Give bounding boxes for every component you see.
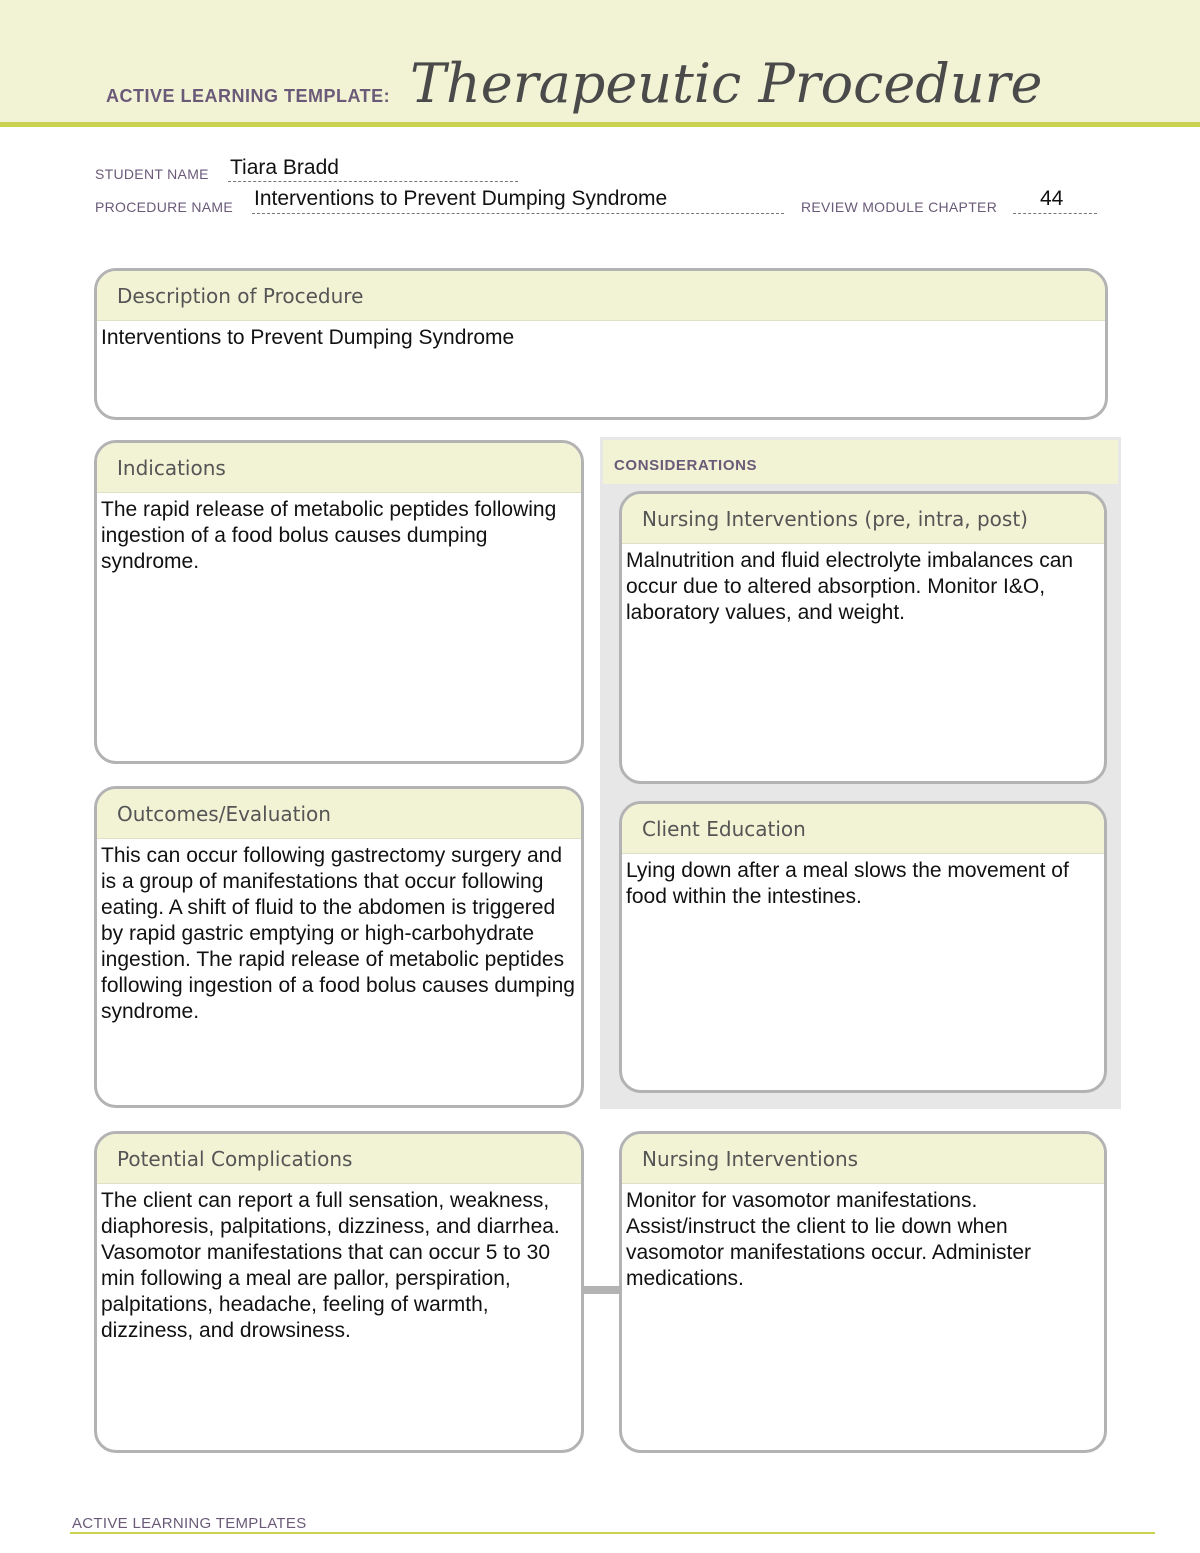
description-box — [94, 268, 1108, 420]
review-module-field[interactable]: 44 — [1040, 187, 1064, 210]
nursing-interventions-box — [619, 1131, 1107, 1453]
considerations-label: CONSIDERATIONS — [614, 457, 758, 474]
procedure-name-underline — [252, 213, 784, 214]
client-education-text[interactable]: Lying down after a meal slows the movement of food within the intestines. — [626, 859, 1069, 908]
client-education-box — [619, 801, 1107, 1093]
indications-text[interactable]: The rapid release of metabolic peptides following ingestion of a food bolus causes dumping syndrome. — [101, 498, 557, 573]
footer-label: ACTIVE LEARNING TEMPLATES — [72, 1515, 307, 1532]
procedure-name-field[interactable]: Interventions to Prevent Dumping Syndrome — [254, 187, 668, 210]
indications-box — [94, 440, 584, 764]
nursing-interventions-heading: Nursing Interventions — [622, 1134, 1104, 1184]
student-name-field[interactable]: Tiara Bradd — [230, 156, 339, 179]
student-name-label: STUDENT NAME — [95, 166, 209, 182]
review-module-underline — [1013, 213, 1097, 214]
nursing-pre-intra-post-heading: Nursing Interventions (pre, intra, post) — [622, 494, 1104, 544]
outcomes-text[interactable]: This can occur following gastrectomy surgery and is a group of manifestations that occur following eating. A shift of fluid to the abdomen is triggered by rapid gastric emptying or high-carbohydrate ingestion. The rapid release of metabolic peptides following ingestion of a food bolus causes dumping syndrome. — [101, 844, 575, 1023]
template-label: ACTIVE LEARNING TEMPLATE: — [106, 86, 391, 106]
footer-rule — [70, 1532, 1155, 1534]
complications-box — [94, 1131, 584, 1453]
outcomes-box — [94, 786, 584, 1108]
complications-heading: Potential Complications — [97, 1134, 581, 1184]
indications-heading: Indications — [97, 443, 581, 493]
description-heading: Description of Procedure — [97, 271, 1105, 321]
nursing-interventions-text[interactable]: Monitor for vasomotor manifestations. Assist/instruct the client to lie down when vasomotor manifestations occur. Administer medications. — [626, 1189, 1032, 1290]
student-name-underline — [228, 181, 518, 182]
nursing-pre-intra-post-text[interactable]: Malnutrition and fluid electrolyte imbalances can occur due to altered absorption. Monitor I&O, laboratory values, and weight. — [626, 549, 1074, 624]
review-module-label: REVIEW MODULE CHAPTER — [801, 199, 998, 215]
procedure-name-label: PROCEDURE NAME — [95, 199, 233, 215]
outcomes-heading: Outcomes/Evaluation — [97, 789, 581, 839]
connector-bar — [583, 1286, 621, 1294]
header-rule — [0, 122, 1200, 127]
page-title: Therapeutic Procedure — [410, 52, 1043, 115]
description-text[interactable]: Interventions to Prevent Dumping Syndrome — [101, 326, 515, 349]
client-education-heading: Client Education — [622, 804, 1104, 854]
nursing-pre-intra-post-box — [619, 491, 1107, 784]
complications-text[interactable]: The client can report a full sensation, weakness, diaphoresis, palpitations, dizziness, and diarrhea. Vasomotor manifestations that can occur 5 to 30 min following a meal are pallor, perspiration, palpitations, headache, feeling of warmth, dizziness, and drowsiness. — [101, 1189, 560, 1342]
